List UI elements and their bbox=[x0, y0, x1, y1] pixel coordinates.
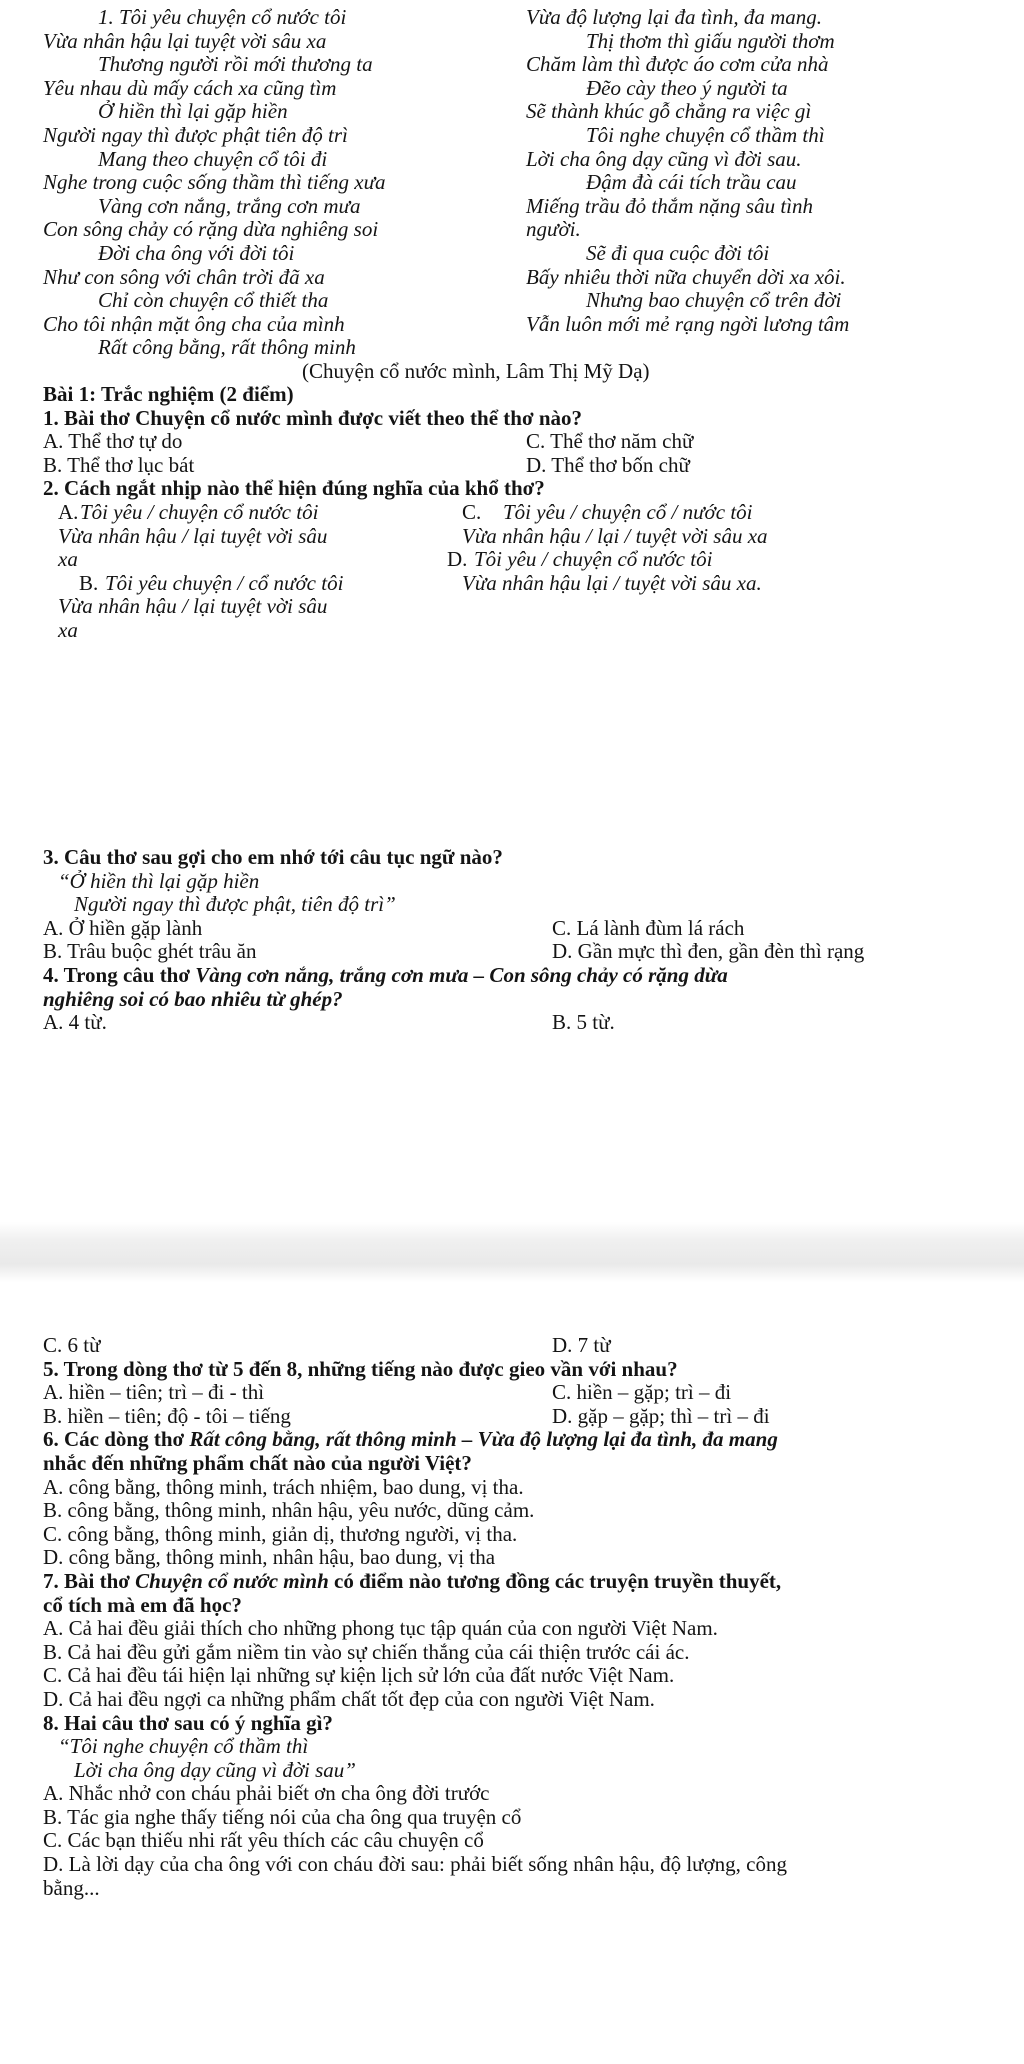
poem bbox=[0, 6, 1024, 384]
q8-option-a: A. Nhắc nhở con cháu phải biết ơn cha ông đời trước bbox=[43, 1781, 490, 1806]
section-title: Bài 1: Trắc nghiệm (2 điểm) bbox=[43, 382, 294, 406]
q3-quote: Người ngay thì được phật, tiên độ trì” bbox=[74, 892, 396, 917]
q1-option-b: B. Thể thơ lục bát bbox=[43, 452, 195, 477]
poem-right-line: Đẽo cày theo ý người ta bbox=[586, 75, 788, 100]
poem-left-line: Vừa nhân hậu lại tuyệt vời sâu xa bbox=[43, 28, 327, 53]
q8-option-b: B. Tác gia nghe thấy tiếng nói của cha ông qua truyện cổ bbox=[43, 1804, 522, 1829]
q2-option-a-line: xa bbox=[58, 547, 78, 572]
q7-question-suffix: có điểm nào tương đồng các truyện truyền thuyết, bbox=[328, 1568, 782, 1593]
q2-option-a-line: Tôi yêu / chuyện cổ nước tôi bbox=[80, 499, 319, 524]
q7-question bbox=[0, 1570, 1024, 1594]
q5-option-a: A. hiền – tiên; trì – đi - thì bbox=[43, 1380, 265, 1405]
q6-option-c: C. công bằng, thông minh, giản dị, thương người, vị tha. bbox=[43, 1521, 518, 1546]
q7-option-b: B. Cả hai đều gửi gắm niềm tin vào sự chiến thắng của cái thiện trước cái ác. bbox=[43, 1639, 690, 1664]
section-part-2 bbox=[0, 846, 1024, 1035]
poem-left-line: Rất công bằng, rất thông minh bbox=[98, 335, 356, 360]
poem-source: (Chuyện cổ nước mình, Lâm Thị Mỹ Dạ) bbox=[302, 358, 650, 383]
poem-left-line: Cho tôi nhận mặt ông cha của mình bbox=[43, 311, 345, 336]
q2-question: 2. Cách ngắt nhịp nào thể hiện đúng nghĩa của khổ thơ? bbox=[43, 476, 545, 501]
poem-left-line: Thương người rồi mới thương ta bbox=[98, 52, 373, 77]
poem-right-line: Thị thơm thì giấu người thơm bbox=[586, 28, 835, 53]
q2-option-b-line: xa bbox=[58, 617, 78, 642]
q4-question-prefix: 4. Trong câu thơ bbox=[43, 962, 196, 987]
q2-option-b-line: Vừa nhân hậu / lại tuyệt vời sâu bbox=[58, 594, 328, 619]
poem-left-line: Mang theo chuyện cổ tôi đi bbox=[98, 146, 328, 171]
q1-option-a: A. Thể thơ tự do bbox=[43, 429, 183, 454]
poem-right-line: Sẽ thành khúc gỗ chẳng ra việc gì bbox=[526, 99, 812, 124]
q4-option-c: C. 6 từ bbox=[43, 1333, 101, 1357]
q2-option-a-label: A. bbox=[58, 499, 79, 524]
q6-option-b: B. công bằng, thông minh, nhân hậu, yêu nước, dũng cảm. bbox=[43, 1498, 535, 1523]
poem-right-line: Đậm đà cái tích trầu cau bbox=[586, 170, 797, 195]
q3-quote: “Ở hiền thì lại gặp hiền bbox=[58, 868, 260, 893]
q6-question-italic: Rất công bằng, rất thông minh – Vừa độ lượng lại đa tình, đa mang bbox=[189, 1427, 778, 1452]
q8-question: 8. Hai câu thơ sau có ý nghĩa gì? bbox=[43, 1710, 333, 1735]
poem-right-line: Vẫn luôn mới mẻ rạng ngời lương tâm bbox=[526, 311, 850, 336]
q4-question-line2: nghiêng soi có bao nhiêu từ ghép? bbox=[43, 986, 343, 1011]
q4-question-italic: Vàng cơn nắng, trắng cơn mưa – Con sông chảy có rặng dừa bbox=[195, 962, 728, 987]
q2-option-c-line: Vừa nhân hậu / lại / tuyệt vời sâu xa bbox=[462, 523, 768, 548]
q2-option-d-line: Tôi yêu / chuyện cổ nước tôi bbox=[474, 547, 713, 572]
q2-option-c-label: C. bbox=[462, 499, 482, 524]
q2-option-b-label: B. bbox=[79, 570, 99, 595]
q7-question-prefix: 7. Bài thơ bbox=[43, 1568, 136, 1593]
q5-option-d: D. gặp – gặp; thì – trì – đi bbox=[552, 1403, 770, 1428]
q3-option-a: A. Ở hiền gặp lành bbox=[43, 915, 203, 940]
q6-question-line2: nhắc đến những phẩm chất nào của người Việt? bbox=[43, 1450, 472, 1475]
q2-option-a-line: Vừa nhân hậu / lại tuyệt vời sâu bbox=[58, 523, 328, 548]
poem-right-line: Sẽ đi qua cuộc đời tôi bbox=[586, 240, 770, 265]
q5-option-b: B. hiền – tiên; độ - tôi – tiếng bbox=[43, 1403, 291, 1428]
q7-question-italic: Chuyện cổ nước mình bbox=[135, 1568, 329, 1593]
q7-option-d: D. Cả hai đều ngợi ca những phẩm chất tốt đẹp của con người Việt Nam. bbox=[43, 1686, 655, 1711]
poem-left-line: Như con sông với chân trời đã xa bbox=[43, 264, 325, 289]
section-part-1 bbox=[0, 383, 1024, 643]
poem-left-line: Yêu nhau dù mấy cách xa cũng tìm bbox=[43, 75, 337, 100]
q2-option-d-label: D. bbox=[447, 547, 468, 572]
q4-option-a: A. 4 từ. bbox=[43, 1010, 107, 1035]
poem-left-line: Ở hiền thì lại gặp hiền bbox=[98, 99, 288, 124]
page-separator bbox=[0, 1222, 1024, 1282]
q3-option-b: B. Trâu buộc ghét trâu ăn bbox=[43, 939, 257, 964]
poem-right-line: Miếng trầu đỏ thắm nặng sâu tình bbox=[526, 193, 813, 218]
poem-left-line: Đời cha ông với đời tôi bbox=[98, 240, 295, 265]
q7-option-c: C. Cả hai đều tái hiện lại những sự kiện lịch sử lớn của đất nước Việt Nam. bbox=[43, 1663, 675, 1688]
q6-option-d: D. công bằng, thông minh, nhân hậu, bao dung, vị tha bbox=[43, 1545, 496, 1570]
q8-option-c: C. Các bạn thiếu nhi rất yêu thích các câu chuyện cổ bbox=[43, 1828, 484, 1853]
poem-left-line: 1. Tôi yêu chuyện cổ nước tôi bbox=[98, 5, 347, 29]
poem-right-line: Lời cha ông dạy cũng vì đời sau. bbox=[526, 146, 802, 171]
q1-question-line bbox=[0, 407, 1024, 431]
poem-left-line: Người ngay thì được phật tiên độ trì bbox=[43, 122, 348, 147]
poem-right-line: Tôi nghe chuyện cổ thầm thì bbox=[586, 122, 825, 147]
q1-question: 1. Bài thơ Chuyện cổ nước mình được viết theo thể thơ nào? bbox=[43, 405, 582, 430]
poem-left-line: Nghe trong cuộc sống thầm thì tiếng xưa bbox=[43, 170, 386, 195]
q1-option-c: C. Thể thơ năm chữ bbox=[526, 429, 694, 454]
poem-right-line: người. bbox=[526, 217, 581, 242]
q3-question: 3. Câu thơ sau gợi cho em nhớ tới câu tục ngữ nào? bbox=[43, 845, 503, 869]
q8-option-d-line2: bằng... bbox=[43, 1875, 100, 1900]
q4-option-d: D. 7 từ bbox=[552, 1333, 611, 1357]
poem-left-line: Chỉ còn chuyện cổ thiết tha bbox=[98, 288, 329, 313]
q5-option-c: C. hiền – gặp; trì – đi bbox=[552, 1380, 732, 1405]
q2-option-c-line: Tôi yêu / chuyện cổ / nước tôi bbox=[503, 499, 753, 524]
poem-right-line: Nhưng bao chuyện cổ trên đời bbox=[586, 288, 842, 313]
q4-question bbox=[0, 964, 1024, 988]
poem-right-line: Chăm làm thì được áo cơm cửa nhà bbox=[526, 52, 829, 77]
poem-left-line: Vàng cơn nắng, trắng cơn mưa bbox=[98, 193, 361, 218]
poem-left-line: Con sông chảy có rặng dừa nghiêng soi bbox=[43, 217, 379, 242]
q6-question bbox=[0, 1428, 1024, 1452]
q1-option-d: D. Thể thơ bốn chữ bbox=[526, 452, 690, 477]
q7-question-line2: cổ tích mà em đã học? bbox=[43, 1592, 242, 1617]
q8-option-d: D. Là lời dạy của cha ông với con cháu đời sau: phải biết sống nhân hậu, độ lượng, công bbox=[43, 1852, 787, 1877]
q8-quote: “Tôi nghe chuyện cổ thầm thì bbox=[58, 1734, 309, 1759]
q7-option-a: A. Cả hai đều giải thích cho những phong tục tập quán của con người Việt Nam. bbox=[43, 1616, 718, 1641]
q2-option-b-line: Tôi yêu chuyện / cổ nước tôi bbox=[105, 570, 344, 595]
q6-question-prefix: 6. Các dòng thơ bbox=[43, 1427, 190, 1452]
q3-option-d: D. Gần mực thì đen, gần đèn thì rạng bbox=[552, 939, 865, 964]
q8-quote: Lời cha ông dạy cũng vì đời sau” bbox=[74, 1757, 356, 1782]
q3-option-c: C. Lá lành đùm lá rách bbox=[552, 915, 745, 940]
q5-question: 5. Trong dòng thơ từ 5 đến 8, những tiếng nào được gieo vần với nhau? bbox=[43, 1356, 678, 1381]
q4-option-b: B. 5 từ. bbox=[552, 1010, 615, 1035]
section-part-3 bbox=[0, 1334, 1024, 1900]
q6-option-a: A. công bằng, thông minh, trách nhiệm, bao dung, vị tha. bbox=[43, 1474, 524, 1499]
poem-right-line: Bấy nhiêu thời nữa chuyển dời xa xôi. bbox=[526, 264, 846, 289]
poem-right-line: Vừa độ lượng lại đa tình, đa mang. bbox=[526, 5, 823, 29]
q2-option-d-line: Vừa nhân hậu lại / tuyệt vời sâu xa. bbox=[462, 570, 762, 595]
